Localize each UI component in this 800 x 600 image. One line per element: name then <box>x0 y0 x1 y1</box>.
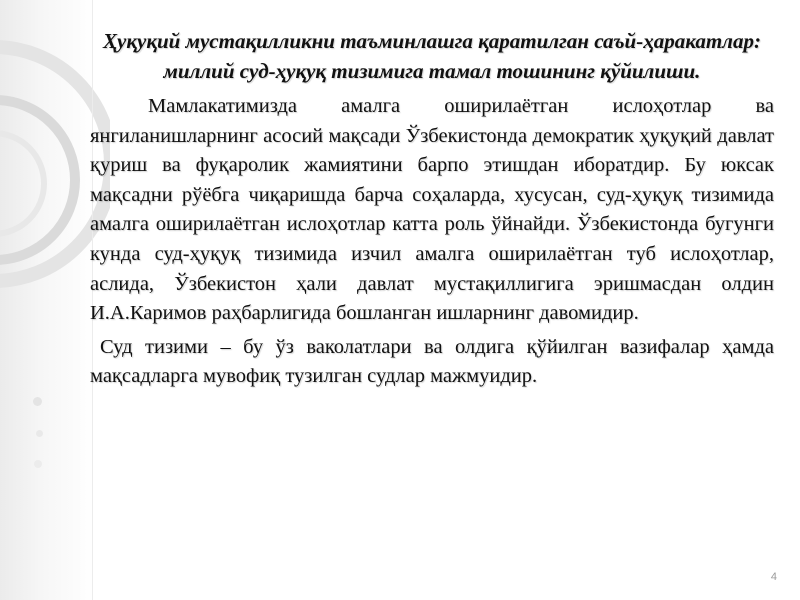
slide-content <box>90 26 774 392</box>
page-number: 4 <box>770 571 777 583</box>
decorative-dot <box>36 430 43 437</box>
decorative-dot <box>33 397 42 406</box>
slide-title: Ҳуқуқий мустақилликни таъминлашга қаратилган саъй-ҳаракатлар: миллий суд-ҳуқуқ тизимига тамал тошининг қўйилиши. <box>103 29 761 83</box>
decorative-dot <box>34 460 42 468</box>
body-paragraph: Мамлакатимизда амалга оширилаётган ислоҳотлар ва янгиланишларнинг асосий мақсади Ўзбекистонда демократик ҳуқуқий давлат қуриш ва фуқаролик жамиятини барпо этишдан иборатдир. Бу юксак мақсадни рўёбга чиқаришда барча соҳаларда, хусусан, суд-ҳуқуқ тизимида амалга оширилаётган ислоҳотлар катта роль ўйнайди. Ўзбекистонда бугунги кунда суд-ҳуқуқ тизимида изчил амалга оширилаётган туб ислоҳотлар, аслида, Ўзбекистон ҳали давлат мустақиллигига эришмасдан олдин И.А.Каримов раҳбарлигида бошланган ишларнинг давомидир. <box>90 95 774 325</box>
body-paragraph: Суд тизими – бу ўз ваколатлари ва олдига қўйилган вазифалар ҳамда мақсадларга мувофиқ тузилган судлар мажмуидир. <box>90 335 774 388</box>
